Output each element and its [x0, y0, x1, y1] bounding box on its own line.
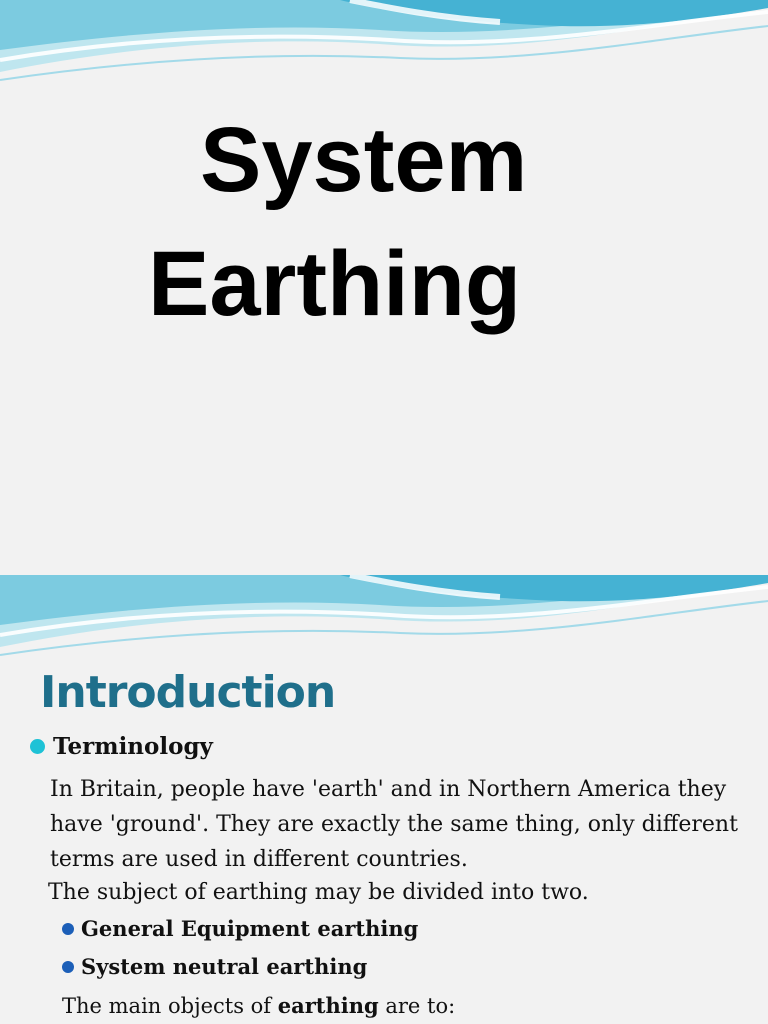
title-line-2: Earthing: [148, 233, 522, 335]
wave-decoration: [0, 0, 768, 95]
sub-bullet-system-neutral: [62, 954, 367, 979]
division-text: The subject of earthing may be divided into two.: [48, 880, 589, 905]
bullet-dot-icon: [62, 923, 74, 935]
objects-bold: earthing: [277, 993, 379, 1018]
sub-bullet-text: General Equipment earthing: [81, 916, 419, 941]
objects-suffix: are to:: [378, 994, 456, 1018]
body-paragraph: In Britain, people have 'earth' and in Northern America they have 'ground'. They are exactly the same thing, only different terms are used in different countries.: [50, 777, 738, 872]
slide-heading: Introduction: [40, 667, 336, 718]
wave-decoration: [0, 575, 768, 670]
title-line-1: System: [200, 109, 528, 211]
bullet-terminology: [30, 733, 213, 760]
bullet-text: Terminology: [53, 733, 213, 760]
bullet-dot-icon: [30, 739, 45, 754]
sub-bullet-general-equipment: [62, 916, 418, 941]
sub-bullet-text: System neutral earthing: [81, 954, 368, 979]
introduction-slide: [0, 575, 768, 1024]
objects-prefix: The main objects of: [62, 994, 278, 1018]
objects-line: [62, 988, 455, 1024]
bullet-dot-icon: [62, 961, 74, 973]
